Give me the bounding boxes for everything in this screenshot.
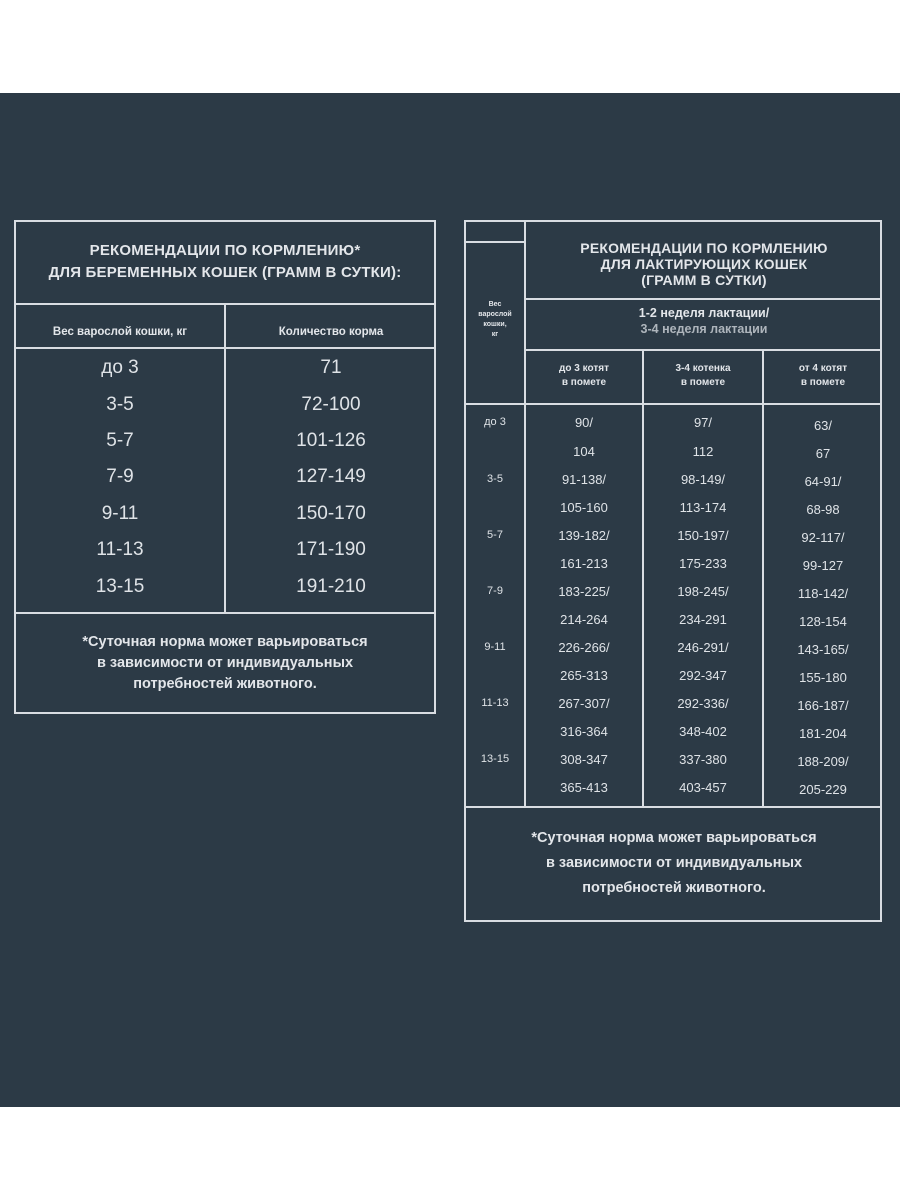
table-row-weight: 3-5 bbox=[487, 473, 503, 485]
lactating-title-line3: (ГРАММ В СУТКИ) bbox=[641, 272, 767, 288]
pregnant-footnote-line2: в зависимости от индивидуальных bbox=[96, 655, 354, 671]
table-cell: 92-117/ bbox=[801, 530, 845, 545]
table-row-amount: 191-210 bbox=[296, 576, 366, 597]
table-cell: 183-225/ bbox=[558, 584, 610, 599]
table-cell: 292-336/ bbox=[677, 696, 729, 711]
lactating-title-line1: РЕКОМЕНДАЦИИ ПО КОРМЛЕНИЮ bbox=[580, 240, 828, 256]
table-cell: 118-142/ bbox=[797, 586, 849, 601]
weight-col-header-line4: кг bbox=[491, 331, 499, 338]
table-cell: 316-364 bbox=[560, 724, 608, 739]
table-cell: 63/ bbox=[813, 418, 833, 433]
table-cell: 365-413 bbox=[560, 780, 608, 795]
table-cell: 226-266/ bbox=[558, 640, 610, 655]
table-cell: 308-347 bbox=[560, 752, 608, 767]
table-cell: 181-204 bbox=[799, 726, 847, 741]
col-header-3-4-kittens-line2: в помете bbox=[680, 377, 726, 388]
weight-col-header-line3: кошки, bbox=[483, 321, 507, 328]
table-cell: 113-174 bbox=[679, 500, 727, 515]
table-cell: 99-127 bbox=[802, 558, 844, 573]
table-cell: 67 bbox=[815, 446, 831, 461]
table-cell: 166-187/ bbox=[797, 698, 849, 713]
table-cell: 128-154 bbox=[799, 614, 847, 629]
table-row-amount: 171-190 bbox=[296, 539, 366, 560]
col-header-3-4-kittens-line1: 3-4 котенка bbox=[675, 363, 731, 374]
pregnant-footnote-line1: *Суточная норма может варьироваться bbox=[82, 634, 368, 650]
table-cell: 234-291 bbox=[679, 612, 727, 627]
table-row-weight: 7-9 bbox=[487, 585, 503, 597]
table-row-weight: до 3 bbox=[101, 357, 139, 378]
table-row-weight: 9-11 bbox=[484, 641, 506, 653]
table-cell: 188-209/ bbox=[797, 754, 849, 769]
table-row-weight: 3-5 bbox=[106, 394, 134, 415]
table-row-weight: 9-11 bbox=[101, 503, 139, 524]
lactation-period-line1: 1-2 неделя лактации/ bbox=[638, 306, 770, 320]
table-cell: 155-180 bbox=[799, 670, 847, 685]
table-cell: 175-233 bbox=[679, 556, 727, 571]
col-header-over-4-kittens-line1: от 4 котят bbox=[798, 363, 848, 374]
table-cell: 150-197/ bbox=[677, 528, 729, 543]
table-cell: 337-380 bbox=[679, 752, 727, 767]
table-cell: 68-98 bbox=[806, 502, 840, 517]
table-cell: 198-245/ bbox=[677, 584, 729, 599]
col-header-under-3-kittens-line1: до 3 котят bbox=[559, 363, 609, 374]
col-header-amount: Количество корма bbox=[278, 326, 384, 338]
table-row-weight: 11-13 bbox=[96, 539, 144, 560]
pregnant-footnote-line3: потребностей животного. bbox=[133, 676, 317, 692]
table-row-weight: 5-7 bbox=[106, 430, 134, 451]
table-cell: 246-291/ bbox=[677, 640, 729, 655]
table-cell: 267-307/ bbox=[558, 696, 610, 711]
lactating-footnote-line1: *Суточная норма может варьироваться bbox=[531, 830, 817, 846]
table-row-amount: 127-149 bbox=[296, 466, 366, 487]
table-cell: 139-182/ bbox=[558, 528, 610, 543]
pregnant-title-line2: ДЛЯ БЕРЕМЕННЫХ КОШЕК (ГРАММ В СУТКИ): bbox=[48, 264, 402, 281]
table-cell: 112 bbox=[692, 444, 714, 459]
table-row-weight: 11-13 bbox=[481, 697, 509, 709]
weight-col-header-line1: Вес bbox=[488, 301, 502, 308]
table-row-amount: 72-100 bbox=[301, 394, 361, 415]
table-cell: 91-138/ bbox=[561, 472, 607, 487]
table-cell: 205-229 bbox=[799, 782, 847, 797]
table-cell: 265-313 bbox=[560, 668, 608, 683]
table-cell: 292-347 bbox=[679, 668, 727, 683]
lactating-footnote-line2: в зависимости от индивидуальных bbox=[545, 855, 803, 871]
col-header-under-3-kittens-line2: в помете bbox=[561, 377, 607, 388]
lactating-title-line2: ДЛЯ ЛАКТИРУЮЩИХ КОШЕК bbox=[600, 256, 808, 272]
col-header-over-4-kittens-line2: в помете bbox=[800, 377, 846, 388]
table-cell: 348-402 bbox=[679, 724, 727, 739]
table-cell: 64-91/ bbox=[804, 474, 842, 489]
table-row-weight: до 3 bbox=[484, 416, 506, 428]
table-cell: 105-160 bbox=[560, 500, 608, 515]
table-row-weight: 5-7 bbox=[487, 529, 503, 541]
table-cell: 214-264 bbox=[560, 612, 608, 627]
table-cell: 97/ bbox=[693, 415, 713, 430]
col-header-weight: Вес варослой кошки, кг bbox=[52, 326, 188, 338]
table-cell: 403-457 bbox=[679, 780, 727, 795]
table-row-weight: 7-9 bbox=[106, 466, 134, 487]
table-cell: 161-213 bbox=[560, 556, 608, 571]
lactating-footnote-line3: потребностей животного. bbox=[582, 880, 766, 896]
table-cell: 90/ bbox=[574, 415, 594, 430]
weight-col-header-line2: варослой bbox=[478, 311, 512, 318]
lactation-period-line2: 3-4 неделя лактации bbox=[640, 322, 768, 336]
pregnant-title-line1: РЕКОМЕНДАЦИИ ПО КОРМЛЕНИЮ* bbox=[89, 242, 361, 259]
table-cell: 98-149/ bbox=[680, 472, 726, 487]
table-row-weight: 13-15 bbox=[95, 576, 145, 597]
table-row-amount: 150-170 bbox=[296, 503, 366, 524]
table-row-weight: 13-15 bbox=[480, 753, 510, 765]
table-cell: 143-165/ bbox=[797, 642, 849, 657]
table-row-amount: 71 bbox=[320, 357, 342, 378]
table-row-amount: 101-126 bbox=[296, 430, 366, 451]
table-cell: 104 bbox=[573, 444, 595, 459]
